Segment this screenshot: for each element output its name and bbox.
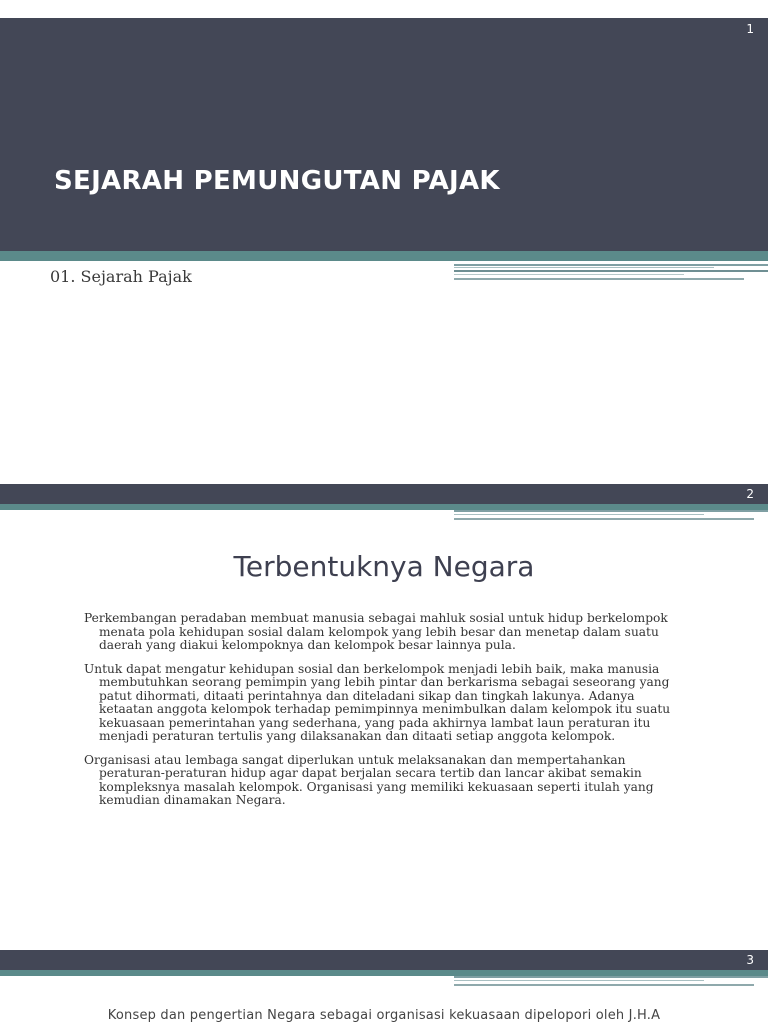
accent-stripe xyxy=(0,251,768,261)
slide-subtitle: 01. Sejarah Pajak xyxy=(50,267,192,286)
slide-1 xyxy=(0,18,768,480)
slide-text: Konsep dan pengertian Negara sebagai organisasi kekuasaan dipelopori oleh J.H.A xyxy=(107,1008,661,1023)
slide-heading: Terbentuknya Negara xyxy=(233,550,535,583)
slide-number: 1 xyxy=(746,22,754,36)
title-band xyxy=(0,950,768,970)
paragraph: Perkembangan peradaban membuat manusia sebagai mahluk sosial untuk hidup berkelompok menata pola kehidupan sosial dalam kelompok yang lebih besar dan menetap dalam suatu daerah yang diakui kelompoknya dan kelompok besar lainnya pula. xyxy=(84,611,668,652)
paragraph: Untuk dapat mengatur kehidupan sosial dan berkelompok menjadi lebih baik, maka manusia membutuhkan seorang pemimpin yang lebih pintar dan berkarisma sebagai seseorang yang patut dihormati, ditaati perintahnya dan diteladani sikap dan tingkah lakunya. Adanya ketaatan anggota kelompok terhadap pemimpinnya menimbulkan dalam kelompok itu suatu kekuasaan pemerintahan yang sederhana, yang pada akhirnya lambat laun peraturan itu menjadi peraturan tertulis yang dilaksanakan dan ditaati setiap anggota kelompok. xyxy=(84,661,671,743)
slide-body xyxy=(84,612,680,818)
decorative-lines xyxy=(454,510,768,522)
title-band xyxy=(0,18,768,251)
slide-title: SEJARAH PEMUNGUTAN PAJAK xyxy=(54,166,500,196)
paragraph: Organisasi atau lembaga sangat diperlukan untuk melaksanakan dan mempertahankan peraturan-peraturan hidup agar dapat berjalan secara tertib dan lancar akibat semakin kompleksnya masalah kelompok. Organisasi yang memiliki kekuasaan seperti itulah yang kemudian dinamakan Negara. xyxy=(84,752,654,807)
slide-3 xyxy=(0,950,768,1024)
decorative-lines xyxy=(454,264,768,284)
slide-number: 3 xyxy=(746,953,754,967)
slide-2 xyxy=(0,484,768,946)
title-band xyxy=(0,484,768,504)
decorative-lines xyxy=(454,976,768,988)
slide-number: 2 xyxy=(746,487,754,501)
